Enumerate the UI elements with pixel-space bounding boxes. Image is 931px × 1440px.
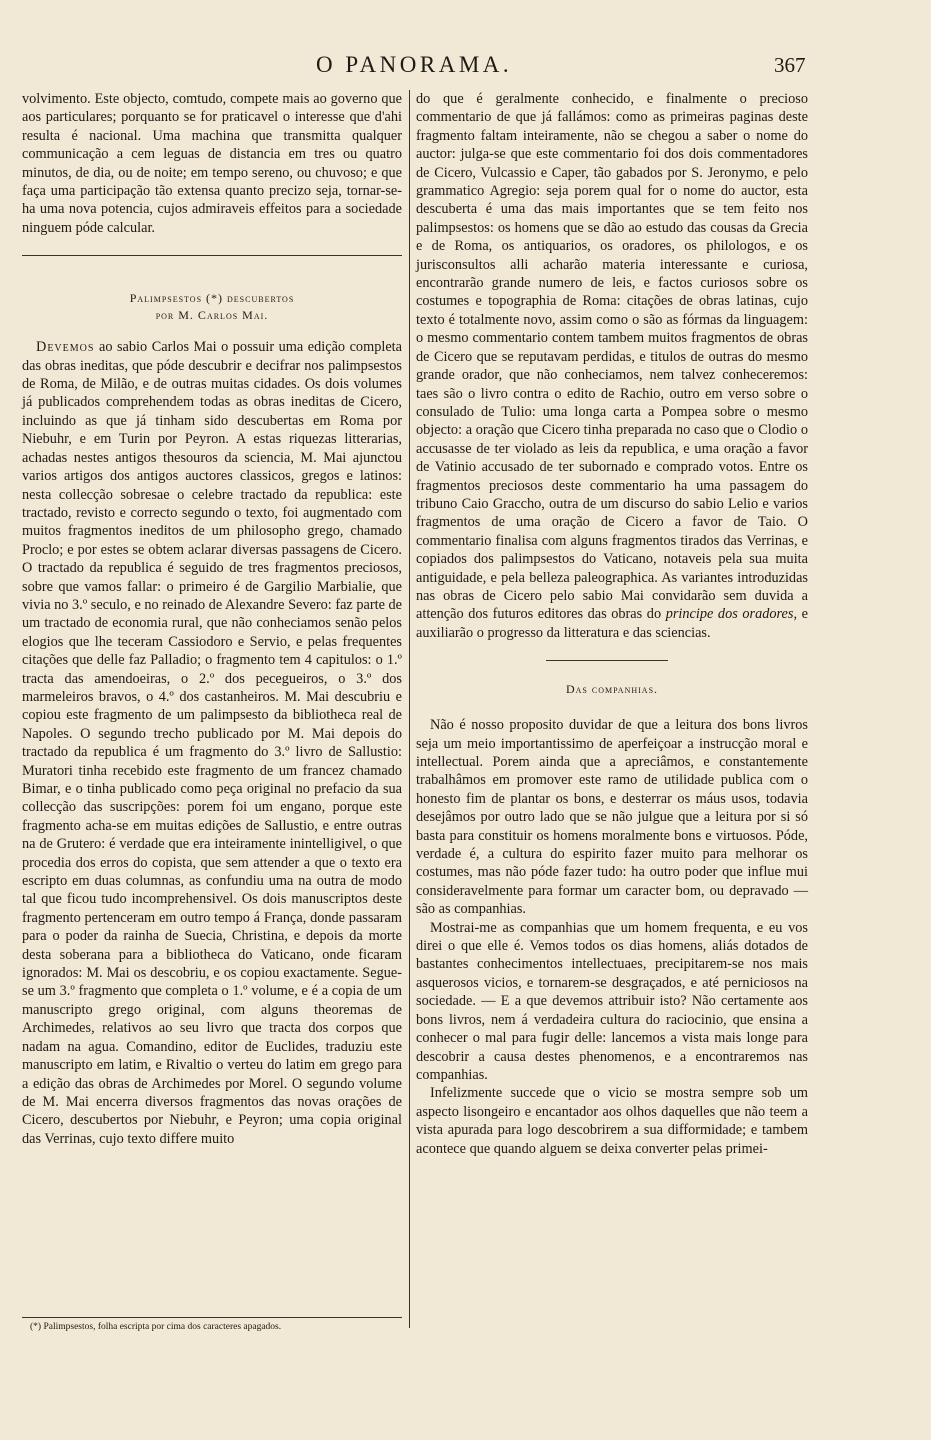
column-divider	[409, 90, 410, 1328]
section-separator-right	[546, 660, 668, 661]
continued-paragraph: volvimento. Este objecto, comtudo, compete mais ao governo que aos particulares; porquanto se for praticavel o interesse que d'ahi resulta é nacional. Uma machina que transmitta qualquer communicação a cem leguas de distancia em tres ou quatro minutos, de dia, ou de noite; em tempo sereno, ou chuvoso; e que faça uma participação tão extensa quanto precizo seja, tornar-se-ha uma nova potencia, cujos admiraveis effeitos para a sociedade ninguem póde calcular.	[22, 91, 402, 236]
section-heading-line1: Palimpsestos (*) descubertos	[129, 291, 295, 306]
section-heading-text: Das companhias.	[565, 682, 659, 697]
page-header	[20, 50, 820, 84]
page-number: 367	[774, 53, 806, 77]
opening-word: Devemos	[36, 339, 95, 356]
article-paragraph-3: Infelizmente succede que o vicio se mostra sempre sob um aspecto lisongeiro e encantador aos olhos daquelles que não teem a vista apurada para logo descobrirem a sua difformidade; e tambem acontece que quando alguem se deixa converter pelas primei-	[416, 1085, 808, 1157]
section-heading-companhias	[416, 681, 808, 698]
publication-title: O PANORAMA.	[316, 52, 513, 77]
article-text-a: do que é geralmente conhecido, e finalmente o precioso commentario de que já fallámos: como as primeiras paginas deste fragmento faltam inteiramente, não se chegou a saber o nome do auctor: julga-se que este commentario foi dos dois commentadores de Cicero, Vulcassio e Caper, tão gabados por S. Jeronymo, e pelo grammatico Agregio: seja porem qual for o nome do auctor, esta descuberta é uma das mais importantes que se tem feito nos palimpsestos: os homens que se dão ao estudo das cousas da Grecia e de Roma, os antiquarios, os oradores, os philologos, e os jurisconsultos alli acharão materia interessante e curiosa, encontrarão grande numero de leis, e factos curiosos sobre os costumes e topographia de Roma: citações de obras latinas, cujo texto é totalmente novo, assim como o são as fórmas da linguagem: o mesmo commentario contem tambem muitos fragmentos de obras de Cicero que se reputavam perdidas, e titulos de outras do mesmo grande orador, que não conheciamos, nem talvez conheceremos: taes são o livro contra o edito de Rachio, outro em verso sobre o consulado de Tulio: uma longa carta a Pompea sobre o mesmo objecto: a oração que Cicero tinha preparada no caso que o Clodio o accusasse de ter violado as leis da republica, e uma oração a favor de Vatinio accusado de ter subornado e comprado votos. Entre os fragmentos preciosos deste commentario ha uma passagem do tribuno Caio Graccho, outra de um discurso do sabio Lelio e varios fragmentos de uma oração de Cicero a favor de Taio. O commentario finalisa com alguns fragmentos tirados das Verrinas, e copiados dos palimpsestos do Vaticano, notaveis pela sua muita antiguidade, e pela belleza paleographica. As variantes introduzidas nas obras de Cicero pelo sabio Mai convidarão sem duvida a attenção dos futuros editores das obras do	[416, 91, 808, 623]
article-paragraph-1: Não é nosso proposito duvidar de que a leitura dos bons livros seja um meio importantissimo de aperfeiçoar a instrucção moral e intellectual. Porem ainda que a apreciâmos, e constantemente trabalhâmos em promover este ramo de utilidade publica com o honesto fim de plantar os bons, e desterrar os máus usos, todavia desejâmos por outro lado que se não julgue que a leitura por si só basta para constituir os homens moralmente bons e virtuosos. Póde, verdade é, a cultura do espirito fazer muito para melhorar os costumes, mas não póde fazer tudo: ha outro poder que influe mui consideravelmente para formar um caracter bom, ou depravado — são as companhias.	[416, 717, 808, 918]
article-text: ao sabio Carlos Mai o possuir uma edição completa das obras ineditas, que póde descubrir e decifrar nos palimpsestos de Roma, de Milão, e de outras muitas cidades. Os dois volumes já publicados comprehendem todas as obras ineditas de Cicero, incluindo as que já tinham sido descubertas em Roma por Niebuhr, e em Turin por Peyron. A estas riquezas litterarias, achadas nestes antigos thesouros da sciencia, M. Mai ajunctou varios artigos dos antigos auctores classicos, gregos e latinos: nesta collecção sobresae o celebre tractado da republica: este tractado, revisto e correcto segundo o texto, foi augmentado com muitos fragmentos ineditos de um philosopho grego, chamado Proclo; e por estes se obtem aclarar diversas passagens de Cicero. O tractado da republica é seguido de tres fragmentos preciosos, sobre que vamos fallar: o primeiro é de Gargilio Marbialie, que vivia no 3.º seculo, e no reinado de Alexandre Severo: faz parte de um tractado de economia rural, que não conheciamos senão pelos elogios que lhe teceram Cassiodoro e Servio, e pelas frequentes citações que delle faz Palladio; o fragmento tem 4 capitulos: o 1.º tracta das amendoeiras, o 2.º dos pecegueiros, o 3.º dos marmeleiros bravos, o 4.º dos castanheiros. M. Mai descubriu e copiou este fragmento de um palimpsesto da bibliotheca real de Napoles. O segundo trecho publicado por M. Mai depois do tractado da republica é um fragmento do 3.º livro de Sallustio: Muratori tinha recebido este fragmento de um francez chamado Bimar, e o tinha publicado como peça original no prefacio da sua collecção das suscripções: porem foi um engano, porque este fragmento acha-se em muitas edições de Sallustio, e entre outras na de Grutero: é verdade que era inteiramente inintelligivel, o que procedia dos erros do copista, que sem attender a que o texto era escripto em duas columnas, as confundiu uma na outra de modo tal que ficou tudo incomprehensivel. Os dois manuscriptos deste fragmento pertenceram em outro tempo á França, donde passaram para o poder da rainha de Suecia, Christina, e depois da morte desta soberana para a bibliotheca do Vaticano, onde ficaram ignorados: M. Mai os descobriu, e os copiou exactamente. Segue-se um 3.º fragmento que completa o 1.º volume, e é a copia de um manuscripto grego original, com alguns theoremas de Archimedes, relativos ao seu livro que tracta dos corpos que nadam na agua. Comandino, editor de Euclides, traduziu este manuscripto em latim, e Rivaltio o verteu do latim em grego para a edição das obras de Archimedes por Morel. O segundo volume de M. Mai encerra diversos fragmentos das novas orações de Cicero, descubertos por Niebuhr, e Peyron; uma copia original das Verrinas, cujo texto differe muito	[22, 339, 402, 1147]
section-heading-palimpsestos	[22, 290, 402, 324]
left-column	[22, 90, 402, 1148]
article-paragraph-2: Mostrai-me as companhias que um homem frequenta, e eu vos direi o que elle é. Vemos todos os dias homens, aliás dotados de bastantes conhecimentos intellectuaes, precipitarem-se nos mais asquerosos vicios, e tornarem-se desgraçados, e até perniciosos na sociedade. — E a que devemos attribuir isto? Não certamente aos bons livros, nem á verdadeira cultura do raciocinio, que ensina a conhecer o mal para fugir delle: lancemos a vista mais longe para descobrir a causa destes phenomenos, e a encontraremos nas companhias.	[416, 919, 808, 1083]
article-paragraph	[22, 338, 402, 1148]
right-column	[416, 90, 808, 1158]
italic-phrase: principe dos oradores	[665, 606, 794, 623]
section-heading-line2: por M. Carlos Mai.	[155, 308, 269, 323]
continued-article-paragraph	[416, 90, 808, 642]
footnote-rule	[22, 1317, 402, 1318]
article-text-b: , e auxiliarão o progresso da litteratura e das sciencias.	[416, 606, 808, 641]
footnote: (*) Palimpsestos, folha escripta por cima dos caracteres apagados.	[30, 1322, 282, 1332]
section-separator	[22, 255, 402, 256]
